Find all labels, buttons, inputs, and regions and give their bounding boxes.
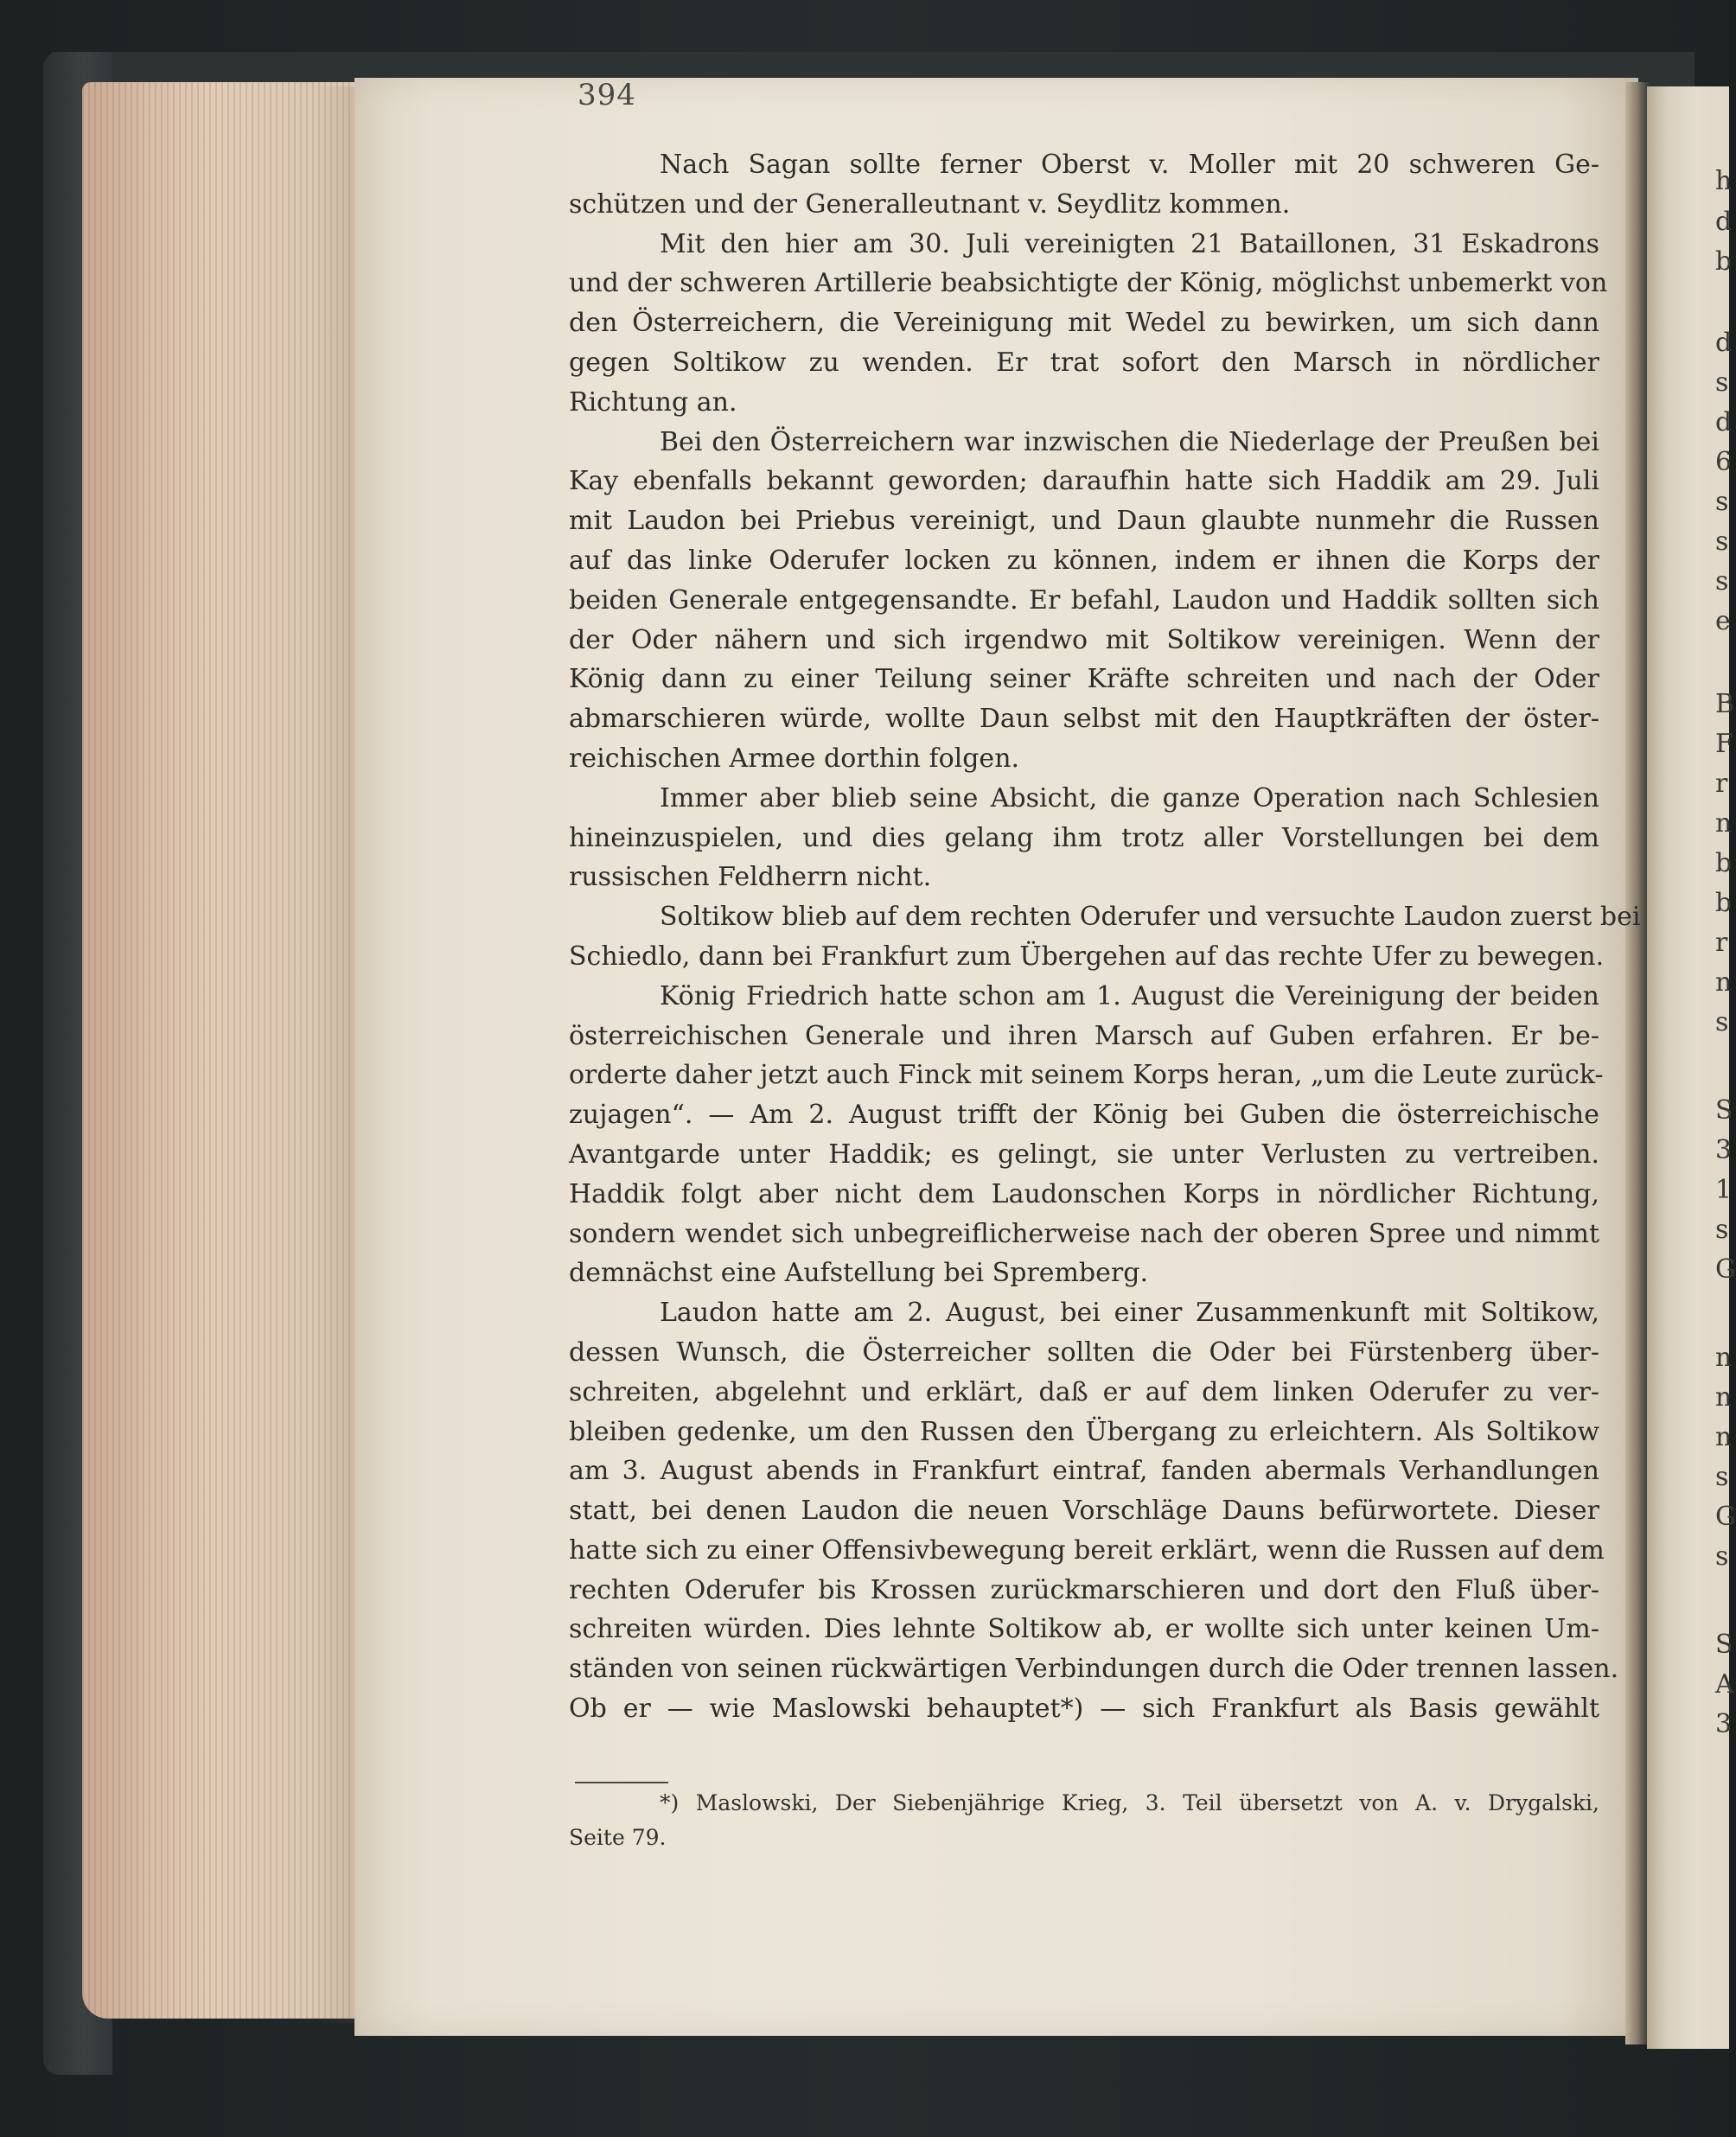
facing-page-char: d [1715,207,1733,237]
facing-page-char: n [1715,808,1733,839]
body-line: Haddik folgt aber nicht dem Laudonschen Korps in nördlicher Richtung, [569,1178,1599,1209]
body-line: abmarschieren würde, wollte Daun selbst mit den Hauptkräften der öster- [569,704,1599,735]
body-line: und der schweren Artillerie beabsichtigte der König, möglichst unbemerkt von [569,268,1608,299]
body-line: österreichischen Generale und ihren Marsch auf Guben erfahren. Er be- [569,1020,1599,1051]
facing-page-char: r [1715,928,1728,958]
body-line: demnächst eine Aufstellung bei Spremberg. [569,1258,1148,1289]
body-line: König dann zu einer Teilung seiner Kräfte schreiten und nach der Oder [569,664,1599,695]
facing-page-char: d [1715,328,1733,358]
body-line: rechten Oderufer bis Krossen zurückmarschieren und dort den Fluß über- [569,1574,1599,1605]
facing-page-char: F [1715,729,1733,759]
body-line: sondern wendet sich unbegreiflicherweise nach der oberen Spree und nimmt [569,1218,1599,1249]
body-line: auf das linke Oderufer locken zu können, indem er ihnen die Korps der [569,545,1599,576]
facing-page-char: e [1715,606,1731,636]
body-line: schützen und der Generalleutnant v. Seydlitz kommen. [569,188,1291,220]
facing-page-char: b [1715,888,1733,918]
facing-page-char: 3 [1715,1709,1733,1739]
facing-page-char: s [1715,526,1729,557]
facing-page-char: s [1715,1215,1729,1245]
facing-page-char: s [1715,367,1729,398]
facing-page-char: B [1715,689,1735,719]
body-text [569,145,1641,1729]
facing-page-char: s [1715,566,1729,596]
footnote-rule [575,1782,668,1783]
body-line: dessen Wunsch, die Österreicher sollten die Oder bei Fürstenberg über- [569,1336,1599,1368]
facing-page-char: b [1715,848,1733,878]
facing-page-char: G [1715,1254,1736,1285]
facing-page-char: n [1715,1422,1733,1452]
facing-page-char: s [1715,1462,1729,1492]
body-line: russischen Feldherrn nicht. [569,862,932,893]
body-line: bleiben gedenke, um den Russen den Übergang zu erleichtern. Als Soltikow [569,1416,1599,1447]
body-line: Ob er — wie Maslowski behauptet*) — sich Frankfurt als Basis gewählt [569,1694,1599,1725]
body-line: mit Laudon bei Priebus vereinigt, und Daun glaubte nunmehr die Russen [569,506,1599,537]
facing-page-char: 1 [1715,1175,1733,1205]
body-line: beiden Generale entgegensandte. Er befahl, Laudon und Haddik sollten sich [569,584,1599,616]
body-line: Soltikow blieb auf dem rechten Oderufer und versuchte Laudon zuerst bei [660,902,1641,933]
facing-page-char: 3 [1715,1135,1733,1165]
facing-page-char: S [1715,1630,1733,1660]
footnote [569,1786,1599,1855]
body-line: Schiedlo, dann bei Frankfurt zum Übergehen auf das rechte Ufer zu bewegen. [569,941,1605,972]
facing-page-char: n [1715,1382,1733,1413]
facing-page-char: G [1715,1502,1736,1532]
body-line: Nach Sagan sollte ferner Oberst v. Moller mit 20 schweren Ge- [660,150,1599,180]
body-line: schreiten würden. Dies lehnte Soltikow ab, er wollte sich unter keinen Um- [569,1614,1599,1645]
page-number: 394 [578,78,636,112]
facing-page-char: 6 [1715,447,1733,477]
body-line: Bei den Österreichern war inzwischen die Niederlage der Preußen bei [660,426,1599,457]
body-line: gegen Soltikow zu wenden. Er trat sofort den Marsch in nördlicher [569,347,1599,378]
body-line: König Friedrich hatte schon am 1. August die Vereinigung der beiden [660,980,1599,1011]
body-line: Avantgarde unter Haddik; es gelingt, sie unter Verlusten zu vertreiben. [569,1139,1599,1170]
facing-page-char: s [1715,1541,1729,1572]
facing-page-char: n [1715,967,1733,998]
facing-page-char: r [1715,769,1728,799]
book-gutter [1625,82,1650,2045]
facing-page-char: s [1715,487,1729,517]
facing-page-char: n [1715,1343,1733,1373]
facing-page-char: h [1715,166,1733,196]
facing-page-char: A [1715,1669,1734,1700]
body-line: den Österreichern, die Vereinigung mit Wedel zu bewirken, um sich dann [569,308,1599,339]
body-line: schreiten, abgelehnt und erklärt, daß er auf dem linken Oderufer zu ver- [569,1376,1599,1407]
facing-page-char: b [1715,246,1733,277]
body-line: hineinzuspielen, und dies gelang ihm trotz aller Vorstellungen bei dem [569,822,1599,853]
body-line: Kay ebenfalls bekannt geworden; daraufhin hatte sich Haddik am 29. Juli [569,466,1599,497]
facing-page-char: d [1715,407,1733,437]
facing-page-char: s [1715,1007,1729,1037]
body-line: Richtung an. [569,386,737,418]
body-line: hatte sich zu einer Offensivbewegung bereit erklärt, wenn die Russen auf dem [569,1534,1605,1566]
body-line: Mit den hier am 30. Juli vereinigten 21 Bataillonen, 31 Eskadrons [660,228,1599,259]
footnote-line: Seite 79. [569,1825,667,1850]
body-line: Laudon hatte am 2. August, bei einer Zusammenkunft mit Soltikow, [660,1298,1599,1329]
body-line: Immer aber blieb seine Absicht, die ganze Operation nach Schlesien [660,782,1599,813]
body-line: zujagen“. — Am 2. August trifft der König bei Guben die österreichische [569,1100,1599,1131]
footnote-line: *) Maslowski, Der Siebenjährige Krieg, 3. Teil übersetzt von A. v. Drygalski, [660,1790,1599,1815]
body-line: orderte daher jetzt auch Finck mit seinem Korps heran, „um die Leute zurück- [569,1060,1604,1091]
body-line: der Oder nähern und sich irgendwo mit Soltikow vereinigen. Wenn der [569,624,1599,655]
facing-page-char: S [1715,1095,1733,1126]
body-line: statt, bei denen Laudon die neuen Vorschläge Dauns befürwortete. Dieser [569,1496,1599,1527]
body-line: am 3. August abends in Frankfurt eintraf, fanden abermals Verhandlungen [569,1456,1599,1487]
body-line: reichischen Armee dorthin folgen. [569,743,1020,774]
body-line: ständen von seinen rückwärtigen Verbindungen durch die Oder trennen lassen. [569,1654,1619,1685]
